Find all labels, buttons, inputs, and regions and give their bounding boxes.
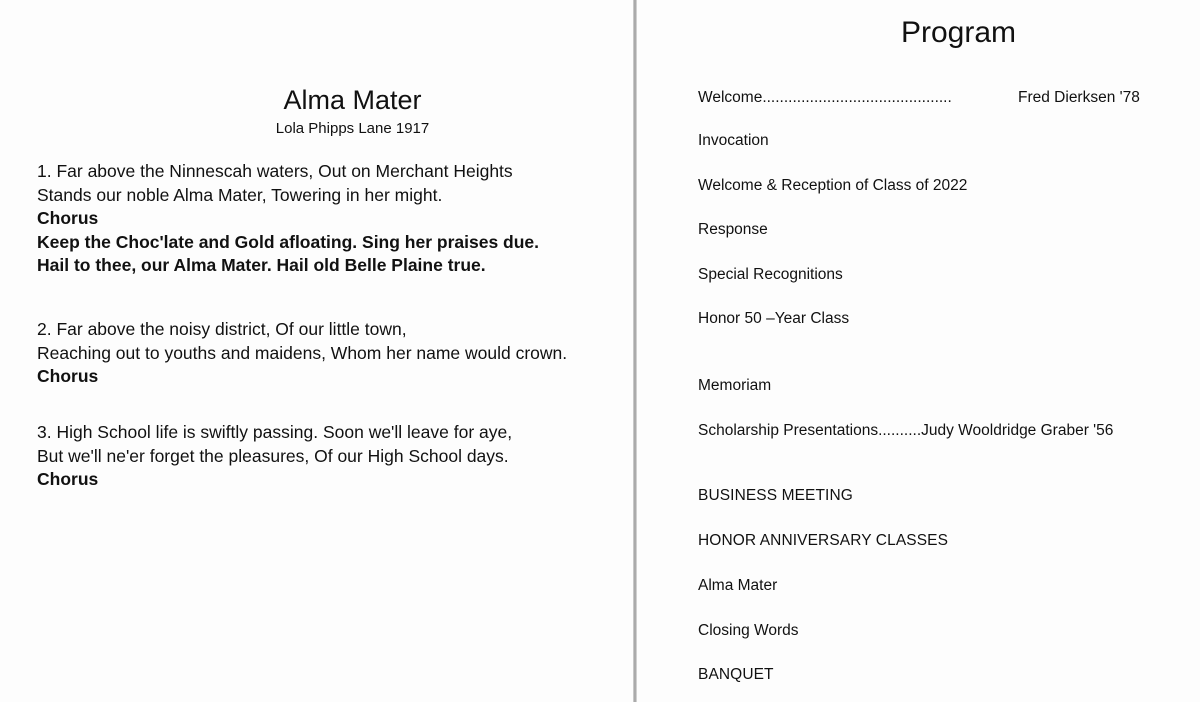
program-item-special-recognitions: Special Recognitions [698,266,843,283]
verse-line: But we'll ne'er forget the pleasures, Of our High School days. [37,445,509,466]
program-item-welcome-reception: Welcome & Reception of Class of 2022 [698,177,968,194]
chorus-label: Chorus [37,469,99,489]
verse-3 [37,421,627,492]
chorus-line: Keep the Choc'late and Gold afloating. Sing her praises due. [37,231,540,252]
program-item-alma-mater: Alma Mater [698,577,778,594]
program-item-welcome [698,88,1140,108]
program-item-response: Response [698,221,768,238]
verse-1 [37,160,627,278]
program-item-memoriam: Memoriam [698,377,772,394]
program-item-business-meeting: BUSINESS MEETING [698,487,853,504]
program-item-closing-words: Closing Words [698,622,799,639]
verse-line: 3. High School life is swiftly passing. Soon we'll leave for aye, [37,422,513,442]
alma-mater-author: Lola Phipps Lane 1917 [275,120,430,137]
verse-line: Stands our noble Alma Mater, Towering in her might. [37,184,443,205]
program-item-banquet: BANQUET [698,666,774,683]
chorus-label: Chorus [37,208,99,228]
program-item-invocation: Invocation [698,132,769,149]
chorus-line: Hail to thee, our Alma Mater. Hail old Belle Plaine true. [37,255,486,275]
verse-line: 2. Far above the noisy district, Of our little town, [37,319,407,339]
program-item-honor-50-year: Honor 50 –Year Class [698,310,850,327]
alma-mater-title: Alma Mater [283,85,422,115]
program-item-honor-anniversary: HONOR ANNIVERSARY CLASSES [698,532,949,549]
program-title: Program [900,16,1017,49]
program-item-label: Welcome............................................ [698,89,952,106]
verse-line: Reaching out to youths and maidens, Whom her name would crown. [37,342,568,363]
program-item-speaker: Fred Dierksen '78 [1018,89,1140,106]
verse-2 [37,318,627,389]
verse-line: 1. Far above the Ninnescah waters, Out on Merchant Heights [37,161,513,181]
program-item-scholarship: Scholarship Presentations..........Judy Wooldridge Graber '56 [698,422,1114,439]
chorus-label: Chorus [37,366,99,386]
